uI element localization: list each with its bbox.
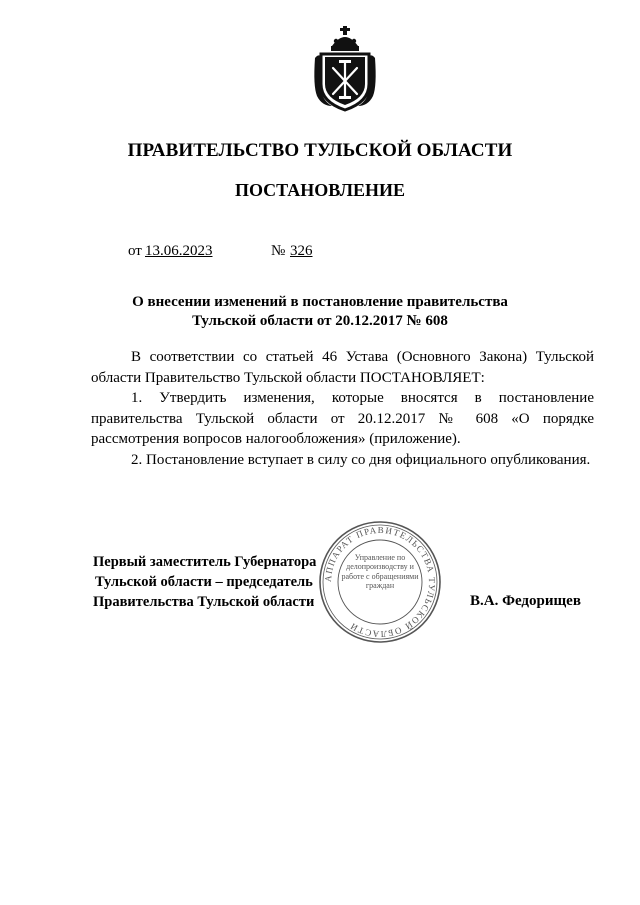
coat-of-arms-icon [312, 24, 378, 112]
signer-position [93, 552, 316, 612]
document-number: 326 [290, 243, 313, 259]
signer-position-line-1: Первый заместитель Губернатора [93, 554, 317, 570]
body-paragraph: 2. Постановление вступает в силу со дня официального опубликования. [131, 451, 591, 468]
stamp-inner-text: Управление по делопроизводству и работе с обращениями граждан [341, 553, 419, 591]
signer-position-line-2: Тульской области – председатель [95, 574, 313, 590]
number-prefix: № [271, 243, 286, 259]
document-subject [80, 293, 560, 331]
document-type: ПОСТАНОВЛЕНИЕ [234, 180, 406, 200]
government-title: ПРАВИТЕЛЬСТВО ТУЛЬСКОЙ ОБЛАСТИ [127, 140, 513, 161]
document-date: 13.06.2023 [145, 243, 213, 259]
body-paragraph: 1. Утвердить изменения, которые вносятся в постановление правительства Тульской области от 20.12.2017 № 608 «О порядке рассмотрения вопросов налогообложения» (приложение). [91, 390, 594, 447]
body-paragraph: В соответствии со статьей 46 Устава (Основного Закона) Тульской области Правительство Тульской области ПОСТАНОВЛЯЕТ: [91, 349, 594, 386]
stamp-ring-text: АППАРАТ ПРАВИТЕЛЬСТВА ТУЛЬСКОЙ ОБЛАСТИ [322, 524, 438, 640]
date-prefix: от [128, 243, 142, 259]
signer-position-line-3: Правительства Тульской области [93, 594, 315, 610]
subject-line-2: Тульской области от 20.12.2017 № 608 [192, 313, 448, 329]
signee-name: В.А. Федорищев [470, 593, 581, 609]
document-body [91, 347, 594, 470]
subject-line-1: О внесении изменений в постановление правительства [132, 294, 508, 310]
